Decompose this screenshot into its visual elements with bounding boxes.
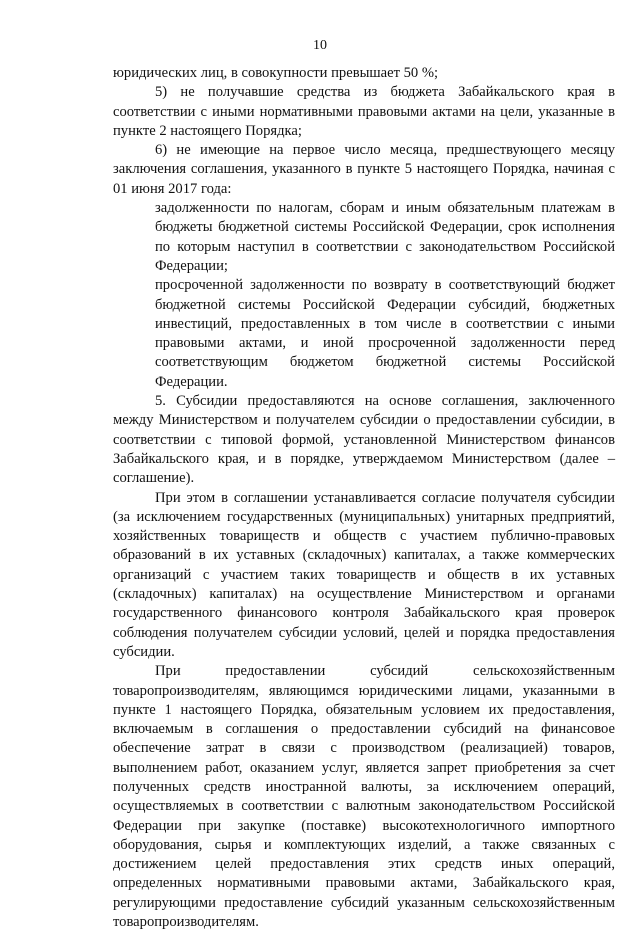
paragraph-item-5: 5) не получавшие средства из бюджета Забайкальского края в соответствии с иными нормативными правовыми актами на цели, указанные в пункте 2 настоящего Порядка;	[113, 84, 615, 139]
page-number: 10	[313, 38, 327, 53]
paragraph-item-6: 6) не имеющие на первое число месяца, предшествующего месяцу заключения соглашения, указанного в пункте 5 настоящего Порядка, начиная с 01 июня 2017 года:	[113, 142, 615, 197]
paragraph-continuation: юридических лиц, в совокупности превышает 50 %;	[113, 65, 439, 81]
paragraph-agreement-consent: При этом в соглашении устанавливается согласие получателя субсидии (за исключением государственных (муниципальных) унитарных предприятий, хозяйственных товариществ и обществ с участием публично-правовых образований в их уставных (складочных) капиталах, а также коммерческих организаций с участием таких товариществ и обществ в их уставных (складочных) капиталах) на осуществление Министерством и органами государственного финансового контроля Забайкальского края проверок соблюдения получателем субсидии условий, целей и порядка предоставления субсидии.	[113, 489, 615, 660]
paragraph-clause-5: 5. Субсидии предоставляются на основе соглашения, заключенного между Министерством и получателем субсидии о предоставлении субсидии, в соответствии с типовой формой, установленной Министерством финансов Забайкальского края, и в порядке, утверждаемом Министерством (далее – соглашение).	[113, 393, 615, 487]
paragraph-tax-debt: задолженности по налогам, сборам и иным обязательным платежам в бюджеты бюджетной системы Российской Федерации, срок исполнения по которым наступил в соответствии с законодательством Российской Федерации;	[155, 200, 615, 274]
paragraph-overdue-debt: просроченной задолженности по возврату в соответствующий бюджет бюджетной системы Российской Федерации субсидий, бюджетных инвестиций, предоставленных в том числе в соответствии с иными правовыми актами, и иной просроченной задолженности перед соответствующим бюджетом бюджетной системы Российской Федерации.	[155, 277, 615, 390]
document-body	[113, 64, 615, 932]
paragraph-currency-restriction: При предоставлении субсидий сельскохозяйственным товаропроизводителям, являющимся юридическими лицами, указанными в пункте 1 настоящего Порядка, обязательным условием их предоставления, включаемым в соглашения о предоставлении субсидий на финансовое обеспечение затрат в связи с производством (реализацией) товаров, выполнением работ, оказанием услуг, является запрет приобретения за счет полученных средств иностранной валюты, за исключением операций, осуществляемых в соответствии с валютным законодательством Российской Федерации при закупке (поставке) высокотехнологичного импортного оборудования, сырья и комплектующих изделий, а также связанных с достижением целей предоставления этих средств иных операций, определенных нормативными правовыми актами, Забайкальского края, регулирующими предоставление субсидий указанным сельскохозяйственным товаропроизводителям.	[113, 663, 615, 931]
